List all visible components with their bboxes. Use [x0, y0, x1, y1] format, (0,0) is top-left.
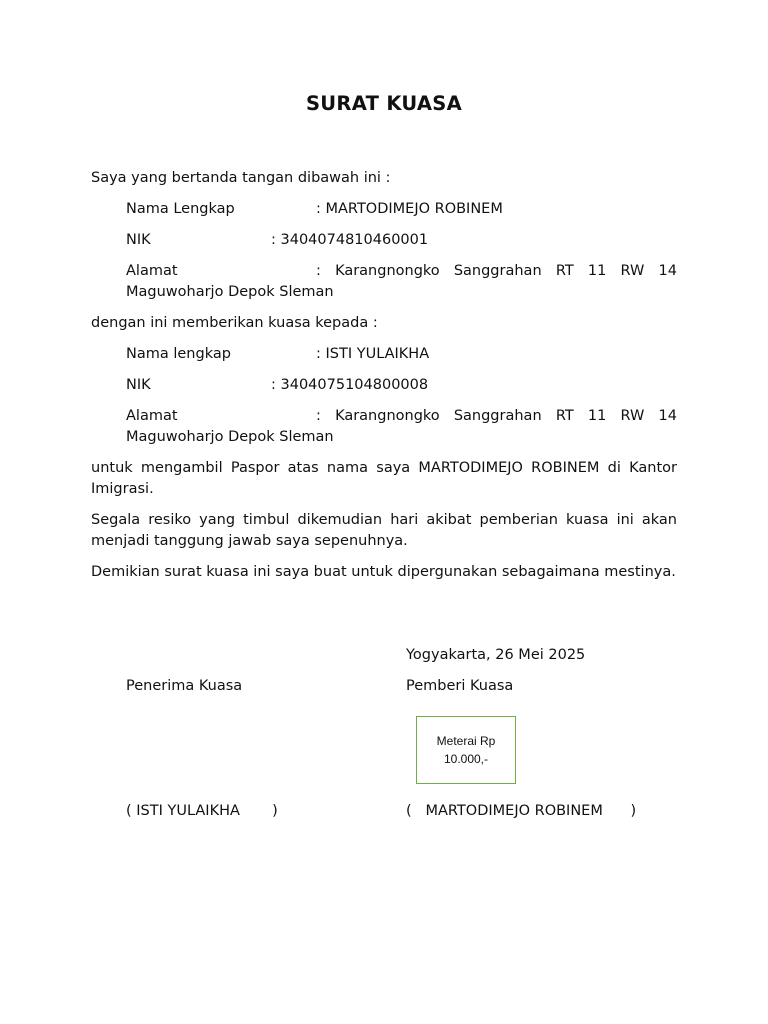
address-word: 11 — [587, 408, 607, 424]
address-word: RW — [620, 263, 645, 279]
grantee-address-line2: Maguwoharjo Depok Sleman — [126, 429, 334, 445]
grantee-address — [126, 406, 677, 448]
address-word: Sanggrahan — [453, 408, 542, 424]
grantee-address-line1 — [126, 406, 677, 427]
address-word: : — [316, 408, 321, 424]
grantee-name-value: : ISTI YULAIKHA — [316, 346, 430, 362]
address-word: 14 — [658, 408, 677, 424]
address-word: Karangnongko — [335, 263, 440, 279]
stamp-line1: Meterai Rp — [436, 734, 496, 748]
giver-signature-name: ( MARTODIMEJO ROBINEM ) — [406, 803, 637, 819]
address-word: 14 — [658, 263, 677, 279]
grantee-address-label: Alamat — [126, 408, 178, 424]
address-word: RT — [555, 263, 574, 279]
grantor-address — [126, 261, 677, 303]
grantor-address-label: Alamat — [126, 263, 178, 279]
grantee-nik-label: NIK — [126, 377, 151, 393]
grantor-nik-label: NIK — [126, 232, 151, 248]
document-title: SURAT KUASA — [305, 92, 463, 115]
grantor-address-value — [316, 261, 677, 282]
address-word: RT — [555, 408, 574, 424]
address-word: : — [316, 263, 321, 279]
address-word: 11 — [587, 263, 607, 279]
stamp-duty-box — [416, 716, 516, 784]
transition-text: dengan ini memberikan kuasa kepada : — [91, 315, 378, 331]
closing-paragraph: Demikian surat kuasa ini saya buat untuk dipergunakan sebagaimana mestinya. — [91, 564, 676, 580]
giver-label: Pemberi Kuasa — [406, 678, 514, 694]
receiver-label: Penerima Kuasa — [126, 678, 243, 694]
place-date: Yogyakarta, 26 Mei 2025 — [406, 647, 586, 663]
address-word: RW — [620, 408, 645, 424]
address-word: Karangnongko — [335, 408, 440, 424]
purpose-paragraph: untuk mengambil Paspor atas nama saya MARTODIMEJO ROBINEM di Kantor Imigrasi. — [91, 460, 677, 497]
intro-text: Saya yang bertanda tangan dibawah ini : — [91, 170, 391, 186]
address-word: Sanggrahan — [453, 263, 542, 279]
grantee-name-label: Nama lengkap — [126, 346, 231, 362]
receiver-signature-name: ( ISTI YULAIKHA ) — [126, 803, 278, 819]
grantor-address-line2: Maguwoharjo Depok Sleman — [126, 284, 334, 300]
stamp-line2: 10.000,- — [443, 752, 489, 766]
grantee-address-value — [316, 406, 677, 427]
grantor-name-label: Nama Lengkap — [126, 201, 235, 217]
grantor-name-value: : MARTODIMEJO ROBINEM — [316, 201, 503, 217]
responsibility-paragraph: Segala resiko yang timbul dikemudian hari akibat pemberian kuasa ini akan menjadi tanggung jawab saya sepenuhnya. — [91, 512, 677, 549]
grantor-nik-value: : 3404074810460001 — [271, 232, 429, 248]
grantor-address-line1 — [126, 261, 677, 282]
grantee-nik-value: : 3404075104800008 — [271, 377, 429, 393]
